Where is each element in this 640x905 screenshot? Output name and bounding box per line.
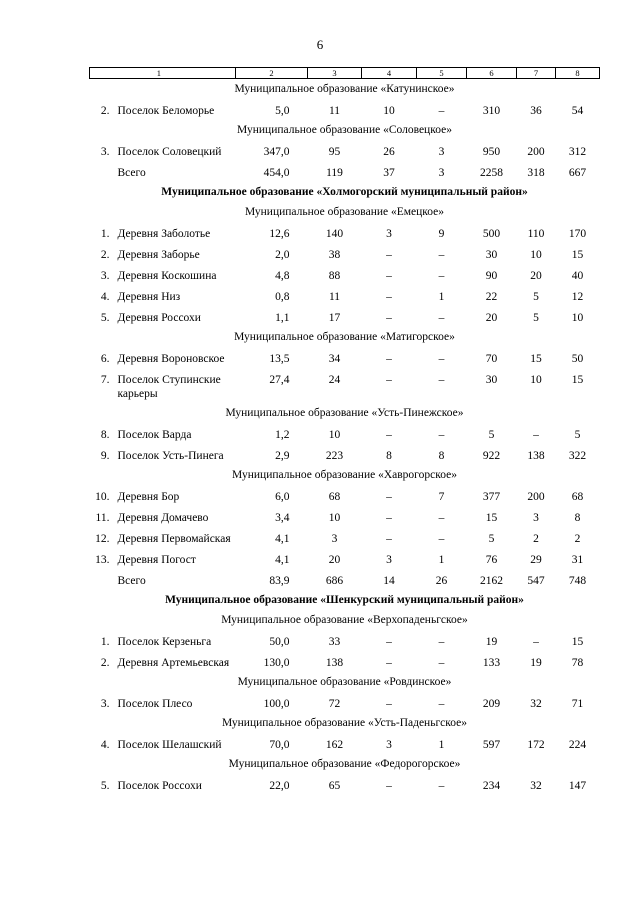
table-row [90, 774, 600, 795]
cell-col-4: 26 [383, 146, 395, 158]
cell-col-4: – [386, 353, 392, 365]
municipality-heading-row [90, 120, 600, 140]
cell-col-7: 32 [530, 698, 542, 710]
table-row [90, 733, 600, 754]
row-number: 2. [100, 105, 110, 117]
cell-col-7: 547 [527, 575, 545, 587]
settlement-name: Поселок Усть-Пинега [117, 450, 224, 462]
municipality-heading-row [90, 327, 600, 347]
cell-col-8: 78 [571, 657, 584, 669]
settlements-table [89, 67, 600, 795]
municipality-heading-row [90, 713, 600, 733]
row-number: 5. [100, 312, 110, 324]
column-header-2: 2 [236, 68, 308, 79]
cell-col-3: 65 [328, 780, 341, 792]
municipality-heading-row [90, 754, 600, 774]
table-row [90, 692, 600, 713]
cell-col-6: 20 [485, 312, 498, 324]
cell-col-3: 68 [328, 491, 341, 503]
cell-col-5: – [438, 698, 445, 710]
cell-col-6: 90 [485, 270, 498, 282]
cell-col-2: 22,0 [269, 780, 290, 792]
cell-col-3: 33 [328, 636, 341, 648]
row-number: 9. [100, 450, 110, 462]
cell-col-5: – [438, 512, 445, 524]
table-row [90, 569, 600, 590]
cell-col-2: 0,8 [275, 291, 290, 303]
cell-col-7: 200 [527, 146, 545, 158]
cell-col-8: 15 [571, 636, 584, 648]
cell-col-6: 5 [488, 533, 495, 545]
row-number: 4. [100, 739, 110, 751]
cell-col-2: 27,4 [269, 374, 290, 386]
column-number-row [90, 68, 600, 79]
cell-col-4: 3 [386, 554, 392, 566]
cell-col-8: 71 [571, 698, 584, 710]
row-number: 1. [100, 228, 110, 240]
cell-col-7: 318 [527, 167, 545, 179]
column-header-1: 1 [90, 68, 236, 79]
cell-col-4: 10 [383, 105, 395, 117]
cell-col-5: – [438, 105, 445, 117]
cell-col-6: 950 [482, 146, 501, 158]
cell-col-5: – [438, 533, 445, 545]
table-row [90, 630, 600, 651]
cell-col-8: 68 [571, 491, 584, 503]
cell-col-2: 3,4 [275, 512, 290, 524]
cell-col-2: 2,9 [275, 450, 290, 462]
settlement-name: Деревня Заборье [117, 249, 200, 261]
municipality-heading: Муниципальное образование «Катунинское» [234, 83, 455, 95]
cell-col-5: – [438, 270, 445, 282]
municipality-heading-row [90, 403, 600, 423]
cell-col-6: 19 [485, 636, 498, 648]
settlement-name: Деревня Первомайская [117, 533, 231, 545]
cell-col-2: 4,8 [275, 270, 290, 282]
settlement-name: Деревня Погост [117, 554, 196, 566]
cell-col-8: 312 [568, 146, 587, 158]
table-row [90, 368, 600, 403]
settlement-name: Деревня Артемьевская [117, 657, 230, 669]
row-number: 11. [95, 512, 110, 524]
cell-col-5: 1 [438, 739, 445, 751]
cell-col-6: 597 [482, 739, 501, 751]
settlement-name: Деревня Коскошина [117, 270, 217, 282]
row-number: 2. [100, 657, 110, 669]
cell-col-3: 10 [328, 512, 341, 524]
cell-col-8: 12 [571, 291, 584, 303]
table-row [90, 548, 600, 569]
cell-col-7: 138 [527, 450, 545, 462]
table-row [90, 306, 600, 327]
district-heading-row [90, 182, 600, 202]
settlement-name: Деревня Заболотье [117, 228, 211, 240]
cell-col-8: 224 [568, 739, 587, 751]
row-number: 2. [100, 249, 110, 261]
municipality-heading-row [90, 672, 600, 692]
cell-col-5: – [438, 353, 445, 365]
cell-col-3: 34 [328, 353, 341, 365]
cell-col-5: – [438, 374, 445, 386]
cell-col-6: 2162 [480, 575, 503, 587]
cell-col-3: 686 [325, 575, 344, 587]
row-number: 13. [95, 554, 110, 566]
settlement-name: Поселок Беломорье [117, 105, 215, 117]
cell-col-7: 5 [533, 291, 539, 303]
cell-col-4: – [386, 270, 392, 282]
settlement-name: Деревня Вороновское [117, 353, 225, 365]
cell-col-5: 7 [438, 491, 445, 503]
cell-col-2: 50,0 [269, 636, 290, 648]
table-row [90, 423, 600, 444]
cell-col-6: 76 [485, 554, 498, 566]
cell-col-7: 10 [530, 374, 542, 386]
table-row [90, 485, 600, 506]
municipality-heading-row [90, 202, 600, 222]
cell-col-3: 11 [328, 105, 341, 117]
table-row [90, 285, 600, 306]
cell-col-4: – [386, 657, 392, 669]
cell-col-7: – [533, 636, 539, 648]
municipality-heading: Муниципальное образование «Емецкое» [244, 206, 445, 218]
settlement-name: Деревня Россохи [117, 312, 201, 324]
column-header-6: 6 [467, 68, 517, 79]
cell-col-4: – [386, 312, 392, 324]
cell-col-8: 748 [568, 575, 587, 587]
cell-col-7: 20 [530, 270, 542, 282]
cell-col-8: 667 [568, 167, 587, 179]
row-number: 12. [95, 533, 110, 545]
cell-col-3: 3 [331, 533, 338, 545]
cell-col-8: 5 [574, 429, 581, 441]
settlement-name: Поселок Соловецкий [117, 146, 222, 158]
cell-col-6: 133 [482, 657, 501, 669]
cell-col-5: 9 [438, 228, 445, 240]
cell-col-2: 12,6 [269, 228, 290, 240]
row-number: 4. [100, 291, 110, 303]
row-number: 5. [100, 780, 110, 792]
cell-col-2: 13,5 [269, 353, 290, 365]
cell-col-4: – [386, 533, 392, 545]
cell-col-5: – [438, 657, 445, 669]
cell-col-4: 3 [386, 739, 392, 751]
cell-col-5: – [438, 636, 445, 648]
district-heading: Муниципальное образование «Шенкурский муниципальный район» [165, 594, 524, 606]
cell-col-8: 10 [571, 312, 584, 324]
cell-col-3: 11 [328, 291, 341, 303]
municipality-heading: Муниципальное образование «Хаврогорское» [232, 469, 457, 481]
cell-col-7: 2 [533, 533, 539, 545]
cell-col-7: 172 [527, 739, 545, 751]
table-row [90, 264, 600, 285]
municipality-heading: Муниципальное образование «Ровдинское» [237, 676, 452, 688]
table-row [90, 140, 600, 161]
cell-col-2: 347,0 [263, 146, 290, 158]
cell-col-2: 130,0 [263, 657, 290, 669]
settlement-name: Поселок Керзеньга [117, 636, 212, 648]
settlement-name: Деревня Бор [117, 491, 180, 503]
cell-col-3: 38 [328, 249, 341, 261]
settlement-name: Всего [117, 575, 146, 587]
cell-col-7: 36 [530, 105, 542, 117]
municipality-heading: Муниципальное образование «Верхопаденьгское» [221, 614, 468, 626]
cell-col-8: 54 [571, 105, 584, 117]
row-number: 7. [100, 374, 110, 386]
cell-col-7: 5 [533, 312, 539, 324]
cell-col-4: 8 [386, 450, 392, 462]
municipality-heading-row [90, 79, 600, 100]
municipality-heading-row [90, 610, 600, 630]
cell-col-2: 4,1 [275, 554, 290, 566]
cell-col-6: 234 [482, 780, 501, 792]
table-row [90, 527, 600, 548]
cell-col-8: 170 [568, 228, 587, 240]
cell-col-6: 15 [485, 512, 498, 524]
settlement-name: Поселок Ступинские карьеры [117, 374, 221, 400]
cell-col-4: – [386, 291, 392, 303]
cell-col-2: 4,1 [275, 533, 290, 545]
cell-col-8: 147 [568, 780, 587, 792]
row-number: 8. [100, 429, 110, 441]
cell-col-5: – [438, 312, 445, 324]
cell-col-5: 3 [438, 167, 445, 179]
table-row [90, 651, 600, 672]
cell-col-2: 6,0 [275, 491, 290, 503]
row-number: 1. [100, 636, 110, 648]
cell-col-7: 3 [533, 512, 539, 524]
row-number: 3. [100, 270, 110, 282]
municipality-heading: Муниципальное образование «Усть-Паденьгское» [221, 717, 468, 729]
cell-col-8: 2 [574, 533, 581, 545]
cell-col-5: – [438, 429, 445, 441]
cell-col-4: 37 [383, 167, 395, 179]
cell-col-8: 322 [568, 450, 587, 462]
cell-col-4: – [386, 636, 392, 648]
settlement-name: Деревня Домачево [117, 512, 209, 524]
cell-col-4: 14 [383, 575, 395, 587]
cell-col-3: 138 [325, 657, 344, 669]
cell-col-4: – [386, 698, 392, 710]
cell-col-4: – [386, 374, 392, 386]
cell-col-3: 95 [328, 146, 341, 158]
cell-col-8: 15 [571, 374, 584, 386]
municipality-heading-row [90, 465, 600, 485]
cell-col-8: 40 [571, 270, 584, 282]
municipality-heading: Муниципальное образование «Матигорское» [234, 331, 455, 343]
cell-col-4: 3 [386, 228, 392, 240]
cell-col-4: – [386, 512, 392, 524]
table-row [90, 347, 600, 368]
municipality-heading: Муниципальное образование «Соловецкое» [237, 124, 452, 136]
cell-col-5: 1 [438, 291, 445, 303]
settlement-name: Поселок Россохи [117, 780, 202, 792]
municipality-heading: Муниципальное образование «Усть-Пинежское» [225, 407, 464, 419]
cell-col-4: – [386, 491, 392, 503]
cell-col-3: 10 [328, 429, 341, 441]
cell-col-5: – [438, 249, 445, 261]
column-header-3: 3 [308, 68, 362, 79]
table-row [90, 243, 600, 264]
cell-col-6: 22 [485, 291, 498, 303]
cell-col-6: 310 [482, 105, 501, 117]
settlement-name: Деревня Низ [117, 291, 181, 303]
cell-col-5: 1 [438, 554, 445, 566]
column-header-5: 5 [417, 68, 467, 79]
cell-col-8: 50 [571, 353, 584, 365]
cell-col-7: 15 [530, 353, 542, 365]
cell-col-5: – [438, 780, 445, 792]
settlement-name: Всего [117, 167, 146, 179]
cell-col-7: 200 [527, 491, 545, 503]
cell-col-8: 8 [574, 512, 581, 524]
settlement-name: Поселок Шелашский [117, 739, 222, 751]
cell-col-3: 72 [328, 698, 341, 710]
cell-col-7: 32 [530, 780, 542, 792]
cell-col-3: 17 [328, 312, 341, 324]
row-number: 6. [100, 353, 110, 365]
cell-col-5: 3 [438, 146, 445, 158]
cell-col-7: 29 [530, 554, 542, 566]
cell-col-2: 100,0 [263, 698, 290, 710]
table-row [90, 506, 600, 527]
cell-col-2: 1,2 [275, 429, 290, 441]
column-header-7: 7 [517, 68, 556, 79]
cell-col-7: 10 [530, 249, 542, 261]
cell-col-3: 162 [325, 739, 344, 751]
cell-col-6: 5 [488, 429, 495, 441]
cell-col-8: 31 [571, 554, 584, 566]
settlement-name: Поселок Варда [117, 429, 192, 441]
district-heading-row [90, 590, 600, 610]
cell-col-4: – [386, 780, 392, 792]
cell-col-3: 20 [328, 554, 341, 566]
cell-col-6: 500 [482, 228, 501, 240]
page-number: 6 [316, 37, 324, 52]
table-row [90, 222, 600, 243]
cell-col-6: 2258 [480, 167, 503, 179]
cell-col-2: 5,0 [275, 105, 290, 117]
table-row [90, 99, 600, 120]
column-header-4: 4 [362, 68, 417, 79]
cell-col-6: 70 [485, 353, 498, 365]
table-row [90, 161, 600, 182]
district-heading: Муниципальное образование «Холмогорский муниципальный район» [161, 186, 528, 198]
cell-col-3: 223 [325, 450, 344, 462]
row-number [90, 569, 118, 590]
cell-col-6: 922 [482, 450, 501, 462]
cell-col-8: 15 [571, 249, 584, 261]
table-row [90, 444, 600, 465]
cell-col-3: 88 [328, 270, 341, 282]
cell-col-2: 70,0 [269, 739, 290, 751]
cell-col-6: 30 [485, 249, 498, 261]
cell-col-5: 8 [438, 450, 445, 462]
row-number: 3. [100, 698, 110, 710]
cell-col-2: 454,0 [263, 167, 290, 179]
settlement-name: Поселок Плесо [117, 698, 193, 710]
row-number: 3. [100, 146, 110, 158]
cell-col-6: 209 [482, 698, 501, 710]
cell-col-3: 119 [326, 167, 343, 179]
cell-col-4: – [386, 249, 392, 261]
cell-col-6: 30 [485, 374, 498, 386]
cell-col-2: 83,9 [269, 575, 290, 587]
cell-col-7: 110 [527, 228, 545, 240]
row-number [90, 161, 118, 182]
cell-col-3: 24 [328, 374, 341, 386]
cell-col-7: – [533, 429, 539, 441]
cell-col-5: 26 [435, 575, 448, 587]
column-header-8: 8 [556, 68, 600, 79]
cell-col-6: 377 [482, 491, 501, 503]
table-body [90, 79, 600, 796]
cell-col-7: 19 [530, 657, 542, 669]
cell-col-3: 140 [325, 228, 344, 240]
cell-col-4: – [386, 429, 392, 441]
municipality-heading: Муниципальное образование «Федорогорское» [228, 758, 461, 770]
cell-col-2: 1,1 [275, 312, 290, 324]
row-number: 10. [95, 491, 110, 503]
cell-col-2: 2,0 [275, 249, 290, 261]
